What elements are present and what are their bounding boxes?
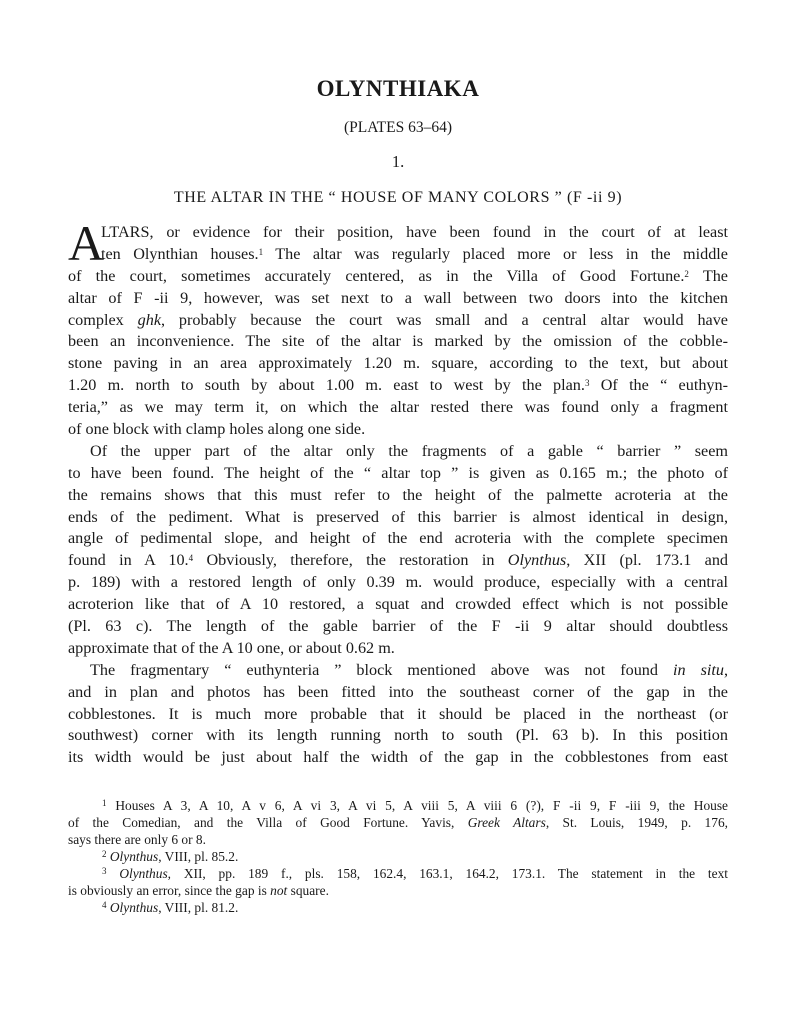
text-line: altar of F -ii 9, however, was set next to a wall between two doors into the kitchen xyxy=(68,288,728,307)
footnote-1-cont: of the Comedian, and the Villa of Good Fortune. Yavis, Greek Altars, St. Louis, 1949, p. 176, xyxy=(68,815,728,830)
drop-cap: A xyxy=(68,215,105,271)
text-line: angle of pedimental slope, and height of the end acroteria with the complete specimen xyxy=(68,529,728,548)
text-line: approximate that of the A 10 one, or about 0.62 m. xyxy=(68,638,395,657)
footnote-4: $^4$ Olynthus, VIII, pl. 81.2. xyxy=(102,900,239,915)
footnote-ref-2: 2 xyxy=(684,268,689,279)
paragraph-1 xyxy=(68,215,729,441)
paragraph-2 xyxy=(68,441,728,660)
text-line: to have been found. The height of the “ altar top ” is given as 0.165 m.; the photo of xyxy=(68,463,728,482)
text-line: complex ghk, probably because the court was small and a central altar would have xyxy=(68,310,728,329)
text-line: Of the upper part of the altar only the fragments of a gable “ barrier ” seem xyxy=(90,441,728,460)
footnote-3-cont: is obviously an error, since the gap is not square. xyxy=(68,883,329,898)
footnote-1-cont: says there are only 6 or 8. xyxy=(68,832,206,847)
body-text xyxy=(68,215,729,769)
text-line: acroterion like that of A 10 restored, a squat and crowded effect which is not possible xyxy=(68,595,728,614)
footnote-ref-4: 4 xyxy=(188,553,194,564)
text-line: of one block with clamp holes along one side. xyxy=(68,420,366,439)
section-title: THE ALTAR IN THE “ HOUSE OF MANY COLORS ” (F -ii 9) xyxy=(173,189,623,206)
paragraph-3 xyxy=(68,660,728,769)
text-line: 1.20 m. north to south by about 1.00 m. east to west by the plan.$^3$ Of the “ euthyn- xyxy=(68,376,729,395)
footnote-ref-1: 1 xyxy=(258,246,264,257)
text-line: stone paving in an area approximately 1.20 m. square, according to the text, but about xyxy=(68,354,728,373)
text-line: southwest) corner with its length running north to south (Pl. 63 b). In this position xyxy=(68,726,728,745)
text-line: The fragmentary “ euthynteria ” block mentioned above was not found in situ, xyxy=(90,660,729,679)
text-line: (Pl. 63 c). The length of the gable barrier of the F -ii 9 altar should doubtless xyxy=(68,617,728,636)
section-number: 1. xyxy=(391,152,405,171)
text-line: cobblestones. It is much more probable that it should be placed in the northeast (or xyxy=(68,704,728,723)
text-line: been an inconvenience. The site of the altar is marked by the omission of the cobble- xyxy=(68,332,728,351)
text-line: the remains shows that this must refer to the height of the palmette acroteria at the xyxy=(68,485,728,504)
text-line: found in A 10.$^4$ Obviously, therefore, the restoration in Olynthus, XII (pl. 173.1 and xyxy=(68,551,729,570)
footnote-ref-3: 3 xyxy=(584,378,590,389)
plates-reference: (PLATES 63–64) xyxy=(343,119,453,136)
text-line: and in plan and photos has been fitted into the southeast corner of the gap in the xyxy=(68,682,728,701)
text-line: ten Olynthian houses.$^1$ The altar was regularly placed more or less in the middle xyxy=(101,244,728,263)
text-line: teria,” as we may term it, on which the altar rested there was found only a fragment xyxy=(68,398,728,417)
footnote-2: $^2$ Olynthus, VIII, pl. 85.2. xyxy=(102,849,239,864)
footnotes xyxy=(68,797,728,916)
text-line: ends of the pediment. What is preserved of this barrier is almost identical in design, xyxy=(68,507,728,526)
text-line: of the court, sometimes accurately centered, as in the Villa of Good Fortune.$^2$ The xyxy=(68,266,728,285)
footnote-1: $^1$ Houses A 3, A 10, A v 6, A vi 3, A vi 5, A viii 5, A viii 6 (?), F -ii 9, F -iii 9, the House xyxy=(102,798,728,813)
text-line: p. 189) with a restored length of only 0.39 m. would produce, especially with a central xyxy=(68,573,728,592)
page-content xyxy=(68,72,728,769)
text-line: its width would be just about half the width of the gap in the cobblestones from east xyxy=(68,748,728,767)
text-line: LTARS, or evidence for their position, have been found in the court of at least xyxy=(101,223,728,241)
footnote-3: $^3$ Olynthus, XII, pp. 189 f., pls. 158, 162.4, 163.1, 164.2, 173.1. The statement in the text xyxy=(102,866,728,881)
article-title: OLYNTHIAKA xyxy=(316,76,480,101)
